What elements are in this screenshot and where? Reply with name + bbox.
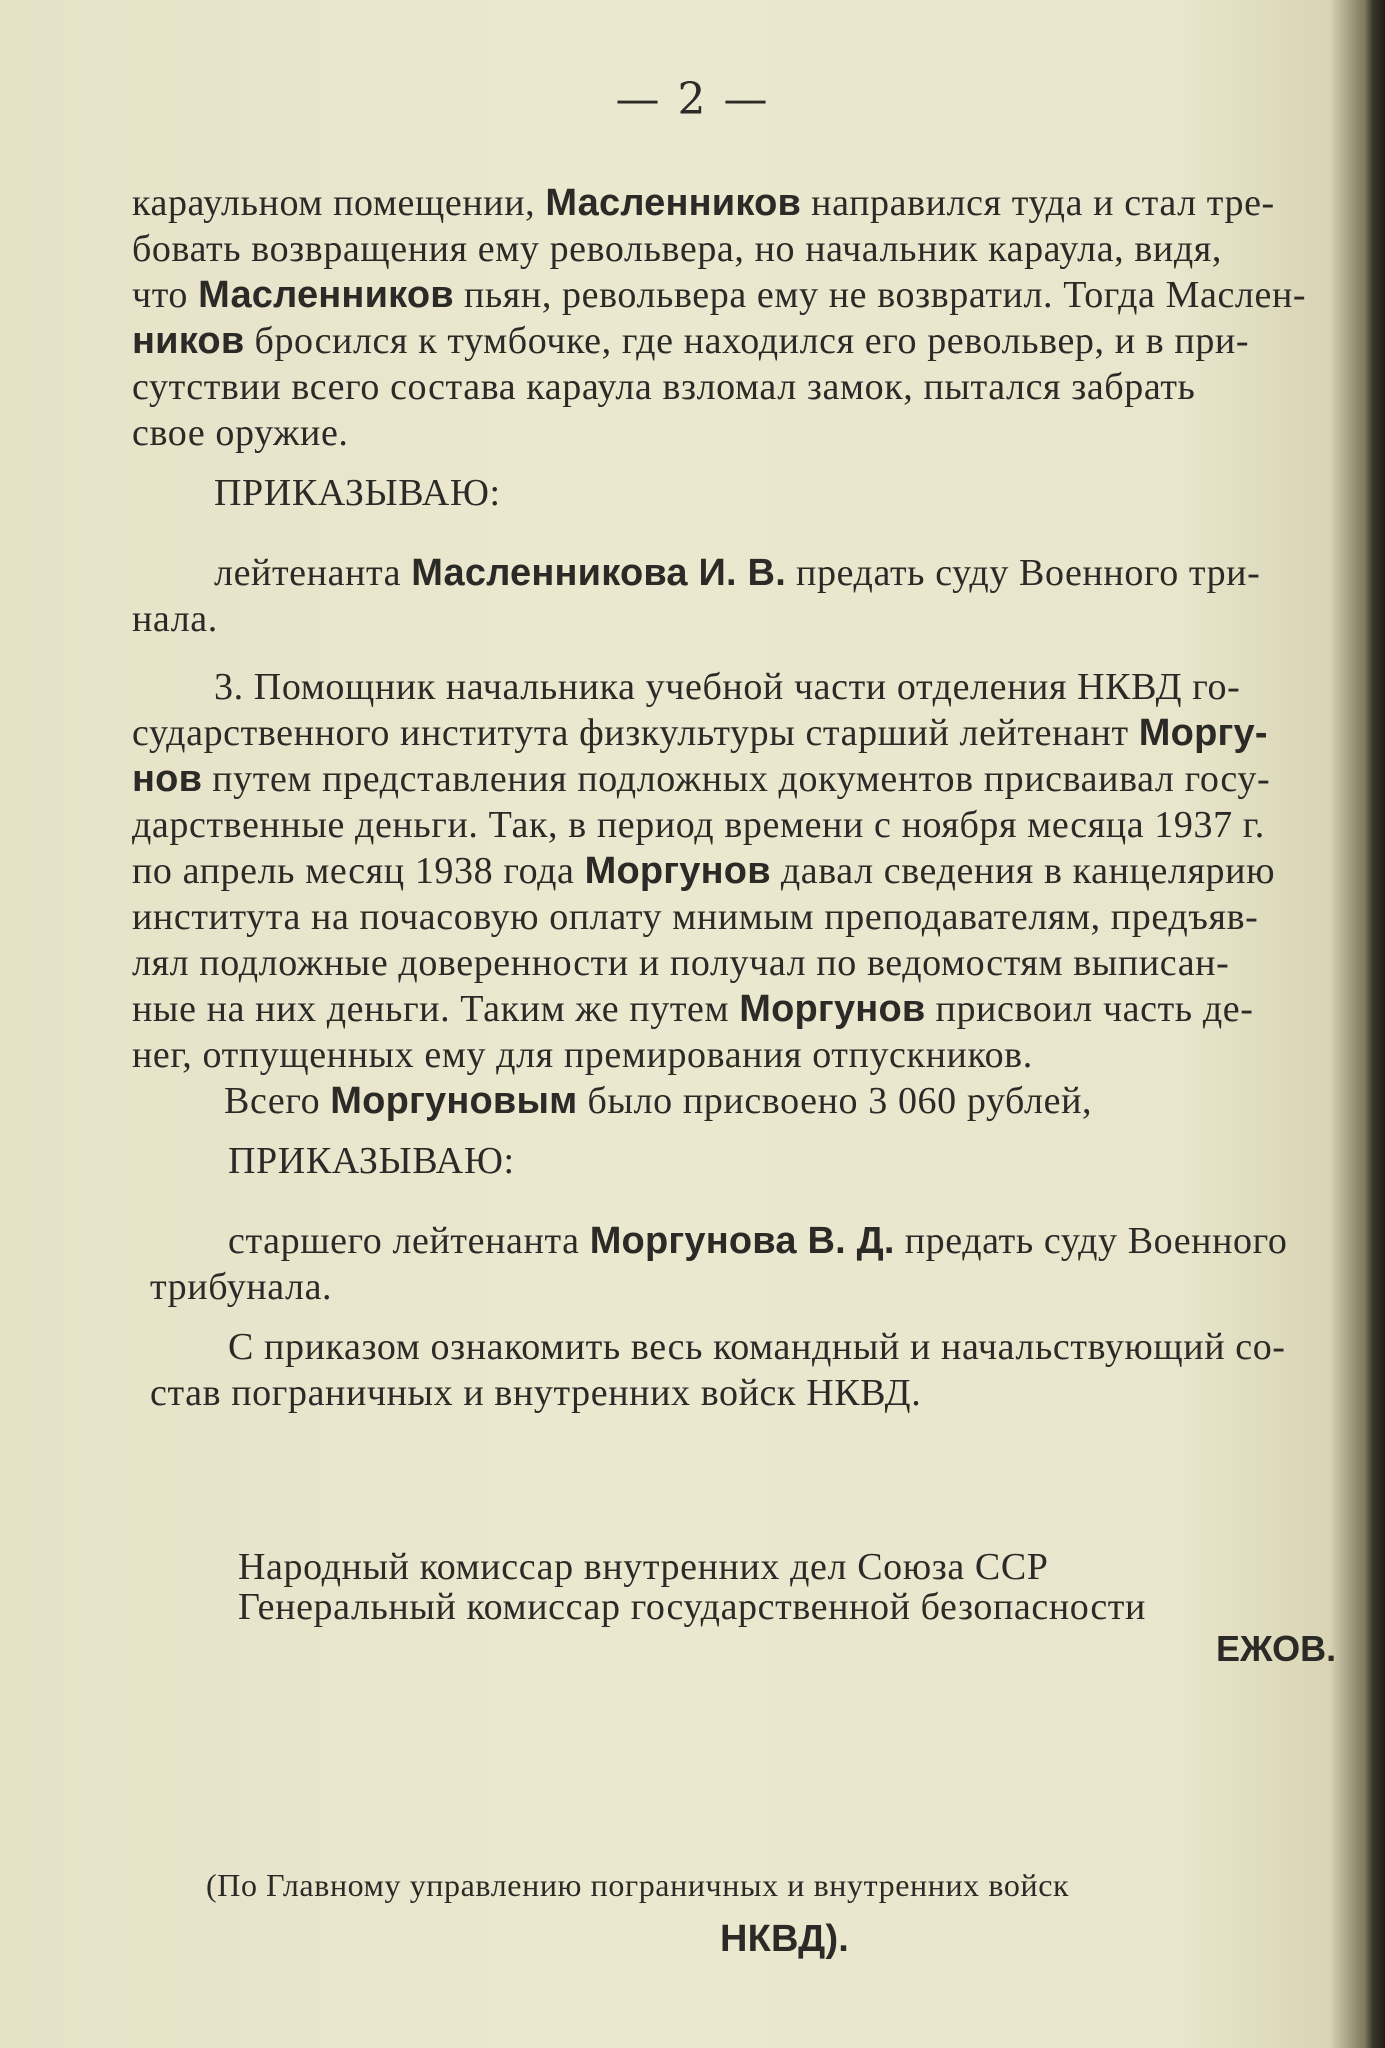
text-line: став пограничных и внутренних войск НКВД. bbox=[150, 1372, 922, 1414]
text-line: ные на них деньги. Таким же путем Моргунов присвоил часть де- bbox=[132, 988, 1254, 1030]
footer-line: НКВД). bbox=[720, 1918, 850, 1960]
text-line: свое оружие. bbox=[132, 412, 349, 454]
text-line: дарственные деньги. Так, в период времени с ноября месяца 1937 г. bbox=[132, 804, 1265, 846]
signature-title: Генеральный комиссар государственной безопасности bbox=[238, 1586, 1146, 1628]
text-line: нала. bbox=[132, 598, 218, 640]
text-line: нов путем представления подложных документов присваивал госу- bbox=[132, 758, 1271, 800]
text-line: сутствии всего состава караула взломал замок, пытался забрать bbox=[132, 366, 1196, 408]
text-line: 3. Помощник начальника учебной части отделения НКВД го- bbox=[214, 666, 1241, 708]
text-line: лейтенанта Масленникова И. В. предать суду Военного три- bbox=[214, 552, 1261, 594]
order-heading: ПРИКАЗЫВАЮ: bbox=[214, 472, 501, 514]
signature-name: ЕЖОВ. bbox=[1216, 1628, 1337, 1669]
footer-line: (По Главному управлению пограничных и внутренних войск bbox=[206, 1867, 1070, 1903]
text-line: нег, отпущенных ему для премирования отпускников. bbox=[132, 1034, 1033, 1076]
text-line: Всего Моргуновым было присвоено 3 060 рублей, bbox=[224, 1080, 1093, 1122]
text-line: института на почасовую оплату мнимым преподавателям, предъяв- bbox=[132, 896, 1259, 938]
page-number: — 2 — bbox=[615, 74, 770, 125]
text-line: что Масленников пьян, револьвера ему не возвратил. Тогда Маслен- bbox=[132, 274, 1307, 316]
text-line: трибунала. bbox=[150, 1266, 333, 1308]
signature-title: Народный комиссар внутренних дел Союза ССР bbox=[238, 1546, 1049, 1588]
text-line: бовать возвращения ему револьвера, но начальник караула, видя, bbox=[132, 228, 1222, 270]
text-line: С приказом ознакомить весь командный и начальствующий со- bbox=[228, 1326, 1286, 1368]
text-line: караульном помещении, Масленников направился туда и стал тре- bbox=[132, 182, 1275, 224]
text-line: старшего лейтенанта Моргунова В. Д. предать суду Военного bbox=[228, 1220, 1288, 1262]
text-line: ников бросился к тумбочке, где находился его револьвер, и в при- bbox=[132, 320, 1250, 362]
text-line: сударственного института физкультуры старший лейтенант Моргу- bbox=[132, 712, 1268, 754]
order-heading: ПРИКАЗЫВАЮ: bbox=[228, 1140, 515, 1182]
text-line: по апрель месяц 1938 года Моргунов давал сведения в канцелярию bbox=[132, 850, 1276, 892]
book-binding-edge bbox=[1363, 0, 1385, 2048]
text-line: лял подложные доверенности и получал по ведомостям выписан- bbox=[132, 942, 1230, 984]
